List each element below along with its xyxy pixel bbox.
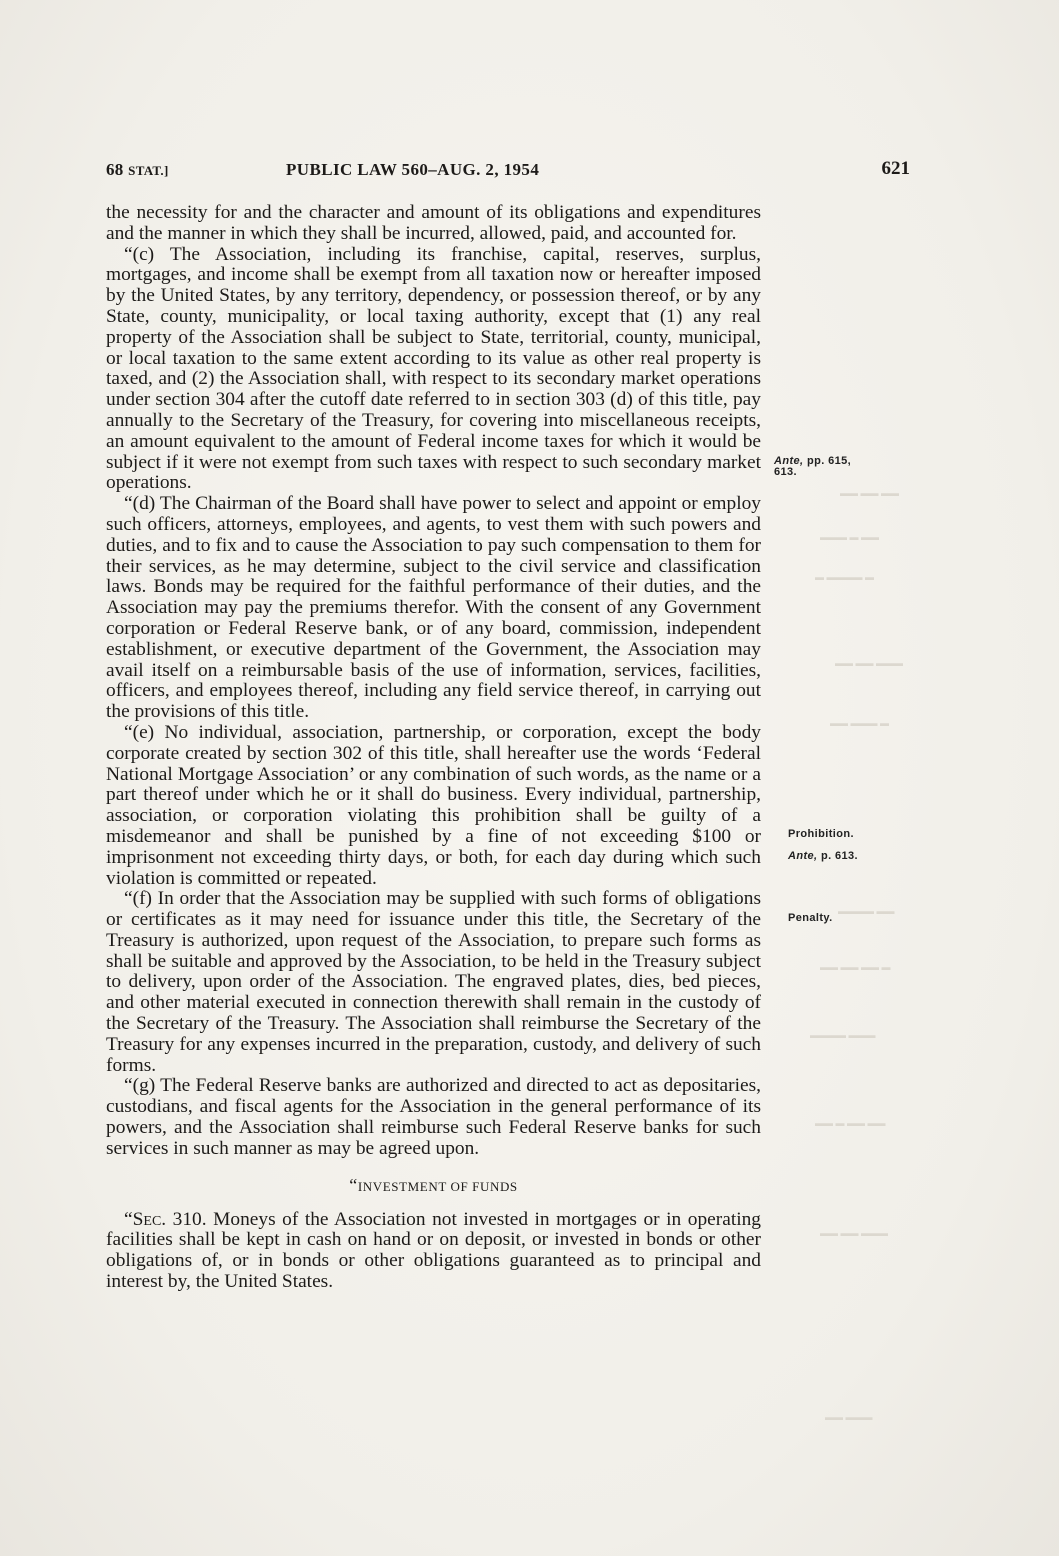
margin-note-ante-615 [774, 456, 851, 478]
law-title: PUBLIC LAW 560–AUG. 2, 1954 [286, 160, 540, 179]
margin-note-prohibition: Prohibition. [788, 828, 854, 840]
volume-citation [106, 160, 169, 180]
page-number: 621 [881, 158, 910, 179]
running-header [106, 160, 910, 184]
margin-ante-613-italic: Ante, [788, 850, 818, 862]
section-heading [106, 1176, 761, 1196]
bleed-through-mark: ▬▬▬▬ ▬▬▬ [810, 1030, 876, 1040]
paragraph-d: “(d) The Chairman of the Board shall have power to select and appoint or employ such officers, attorneys, employees, and agents, to vest them with such powers and duties, and to fix and to cause the Association to pay such compensation to them for their services, as he may determine, subject to the civil service and classification laws. Bonds may be required for the faithful performance of their duties, and the Association may pay the premiums therefor. With the consent of any Government corporation or Federal Reserve bank, or of any board, commission, independent establishment, or executive department of the Government, the Association may avail itself on a reimbursable basis of the use of information, services, facilities, officers, and employees thereof, including any field service thereof, in carrying out the provisions of this title. [106, 493, 761, 723]
bleed-through-mark: ▬▬ ▬▬ ▬▬▬ [820, 1228, 889, 1238]
section-310-label: “Sec. 310. [124, 1208, 207, 1230]
stat-label: STAT.] [128, 163, 169, 178]
paragraph-c: “(c) The Association, including its franchise, capital, reserves, surplus, mortgages, and income shall be exempt from all taxation now or hereafter imposed by the United States, by any territory, dependency, or possession thereof, or by any State, county, municipality, or local taxing authority, except that (1) any real property of the Association shall be subject to State, territorial, county, municipal, or local taxation to the same extent according to its value as other real property is taxed, and (2) the Association shall, with respect to its secondary market operations under section 304 after the cutoff date referred to in section 303 (d) of this title, pay annually to the Secretary of the Treasury, for covering into miscellaneous receipts, an amount equivalent to the amount of Federal income taxes for which it would be subject if it were not exempt from such taxes with respect to such secondary market operations. [106, 243, 761, 494]
paragraph-g: “(g) The Federal Reserve banks are authorized and directed to act as depositaries, custodians, and fiscal agents for the Association in the general performance of its powers, and the Association shall reimburse such Federal Reserve banks for such services in such manner as may be agreed upon. [106, 1075, 761, 1159]
margin-ante-613-page: p. 613. [817, 850, 858, 862]
margin-note-ante-613 [788, 851, 858, 862]
margin-ante-line2: 613. [774, 466, 798, 478]
volume-number: 68 [106, 160, 124, 179]
bleed-through-mark: ▬▬ ▬▬ ▬▬ ▬ [820, 962, 891, 972]
section-310-text: Moneys of the Association not invested in mortgages or in operating facilities shall be kept in cash on hand or on deposit, or invested in bonds or other obligations of, or in bonds or other obligations guaranteed as to principal and interest by, the United States. [106, 1208, 761, 1293]
bleed-through-mark: ▬▬ ▬▬ ▬▬ [840, 488, 900, 498]
bleed-through-mark: ▬ ▬▬▬▬ ▬ [815, 572, 875, 582]
bleed-through-mark: ▬▬▬ ▬ ▬▬ [820, 532, 880, 542]
margin-note-penalty: Penalty. [788, 912, 833, 924]
paragraph-f: “(f) In order that the Association may be supplied with such forms of obligations or certificates as it may need for issuance under this title, the Secretary of the Treasury is authorized, upon request of the Association, to prepare such forms as shall be suitable and approved by the Association, to be held in the Treasury subject to delivery, upon order of the Association. The engraved plates, dies, bed pieces, and other material executed in connection therewith shall remain in the custody of the Secretary of the Treasury. The Association shall reimburse the Secretary of the Treasury for any expenses incurred in the preparation, custody, and delivery of such forms. [106, 888, 761, 1076]
paragraph-continuation: the necessity for and the character and amount of its obligations and expenditures and the manner in which they shall be incurred, allowed, paid, and accounted for. [106, 202, 761, 244]
heading-quote: “ [349, 1174, 358, 1195]
section-310 [106, 1210, 761, 1293]
margin-ante-italic: Ante, [774, 455, 804, 467]
bleed-through-mark: ▬▬ ▬▬ ▬▬▬ [835, 658, 904, 668]
bleed-through-mark: ▬▬ ▬▬▬ ▬ [830, 718, 890, 728]
margin-ante-pages: pp. 615, [803, 455, 852, 467]
bleed-through-mark: ▬▬▬▬ ▬▬ [838, 906, 895, 916]
bleed-through-mark: ▬▬ ▬ ▬▬ ▬▬ [815, 1118, 886, 1128]
bleed-through-mark: ▬▬ ▬▬▬ [825, 1412, 873, 1422]
heading-text: INVESTMENT OF FUNDS [357, 1178, 518, 1194]
paragraph-e: “(e) No individual, association, partnership, or corporation, except the body corporate created by section 302 of this title, shall hereafter use the words ‘Federal National Mortgage Association’ or any combination of such words, as the name or a part thereof under which he or it shall do business. Every individual, partnership, association, or corporation violating this prohibition shall be guilty of a misdemeanor and shall be punished by a fine of not exceeding $100 or imprisonment not exceeding thirty days, or both, for each day during which such violation is committed or repeated. [106, 721, 761, 889]
body-text [106, 203, 761, 1293]
